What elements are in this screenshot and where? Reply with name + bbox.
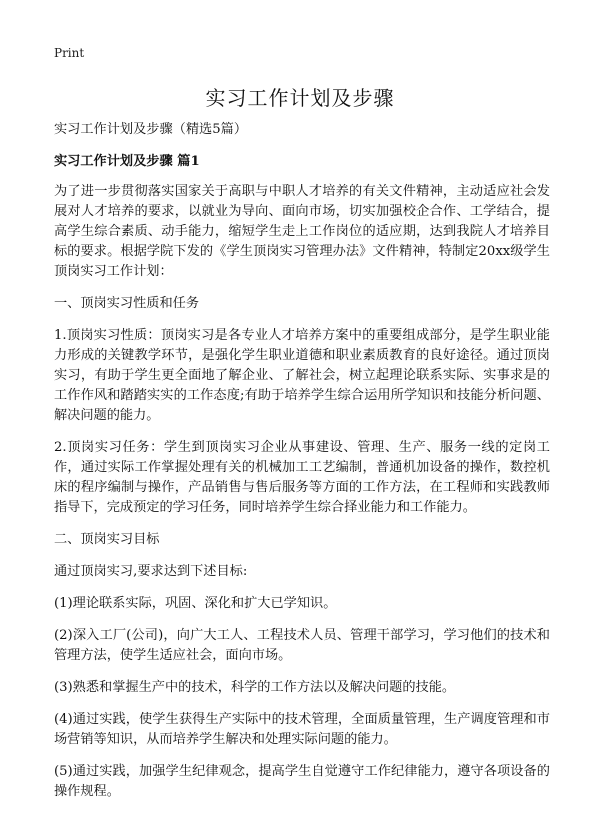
paragraph-goals-intro: 通过顶岗实习,要求达到下述目标:	[54, 564, 248, 579]
goal-item-4: (4)通过实践，使学生获得生产实际中的技术管理，全面质量管理，生产调度管理和市场营销等知识，从而培养学生解决和处理实际问题的能力。	[54, 712, 550, 747]
goal-item-5: (5)通过实践，加强学生纪律观念，提高学生自觉遵守工作纪律能力，遵守各项设备的操作规程。	[54, 764, 550, 799]
goal-item-1: (1)理论联系实际，巩固、深化和扩大已学知识。	[54, 596, 337, 611]
paragraph-intro: 为了进一步贯彻落实国家关于高职与中职人才培养的有关文件精神，主动适应社会发展对人才培养的要求，以就业为导向、面向市场，切实加强校企合作、工学结合，提高学生综合素质、动手能力，缩短学生走上工作岗位的适应期，达到我院人才培养目标的要求。根据学院下发的《学生顶岗实习管理办法》文件精神，特制定20xx级学生顶岗实习工作计划：	[54, 184, 550, 279]
paragraph-nature: 1.顶岗实习性质：顶岗实习是各专业人才培养方案中的重要组成部分，是学生职业能力形成的关键教学环节，是强化学生职业道德和职业素质教育的良好途径。通过顶岗实习，有助于学生更全面地了解企业、了解社会，树立起理论联系实际、实事求是的工作作风和踏踏实实的工作态度;有助于培养学生综合运用所学知识和技能分析问题、解决问题的能力。	[54, 328, 550, 423]
goal-item-2: (2)深入工厂(公司)，向广大工人、工程技术人员、管理干部学习，学习他们的技术和管理方法，使学生适应社会，面向市场。	[54, 628, 550, 663]
document-body	[54, 120, 550, 814]
paragraph-tasks: 2.顶岗实习任务：学生到顶岗实习企业从事建设、管理、生产、服务一线的定岗工作，通过实际工作掌握处理有关的机械加工工艺编制，普通机加设备的操作，数控机床的程序编制与操作，产品销售与售后服务等方面的工作方法，在工程师和实践教师指导下，完成预定的学习任务，同时培养学生综合择业能力和工作能力。	[54, 440, 550, 515]
goal-item-3: (3)熟悉和掌握生产中的技术，科学的工作方法以及解决问题的技能。	[54, 680, 456, 695]
heading-nature-and-tasks: 一、顶岗实习性质和任务	[54, 296, 200, 311]
page-title: 实习工作计划及步骤	[205, 86, 395, 110]
print-link[interactable]: Print	[54, 46, 85, 60]
document-subtitle: 实习工作计划及步骤（精选5篇）	[54, 122, 248, 137]
section-heading: 实习工作计划及步骤 篇1	[54, 154, 200, 169]
heading-goals: 二、顶岗实习目标	[54, 532, 160, 547]
